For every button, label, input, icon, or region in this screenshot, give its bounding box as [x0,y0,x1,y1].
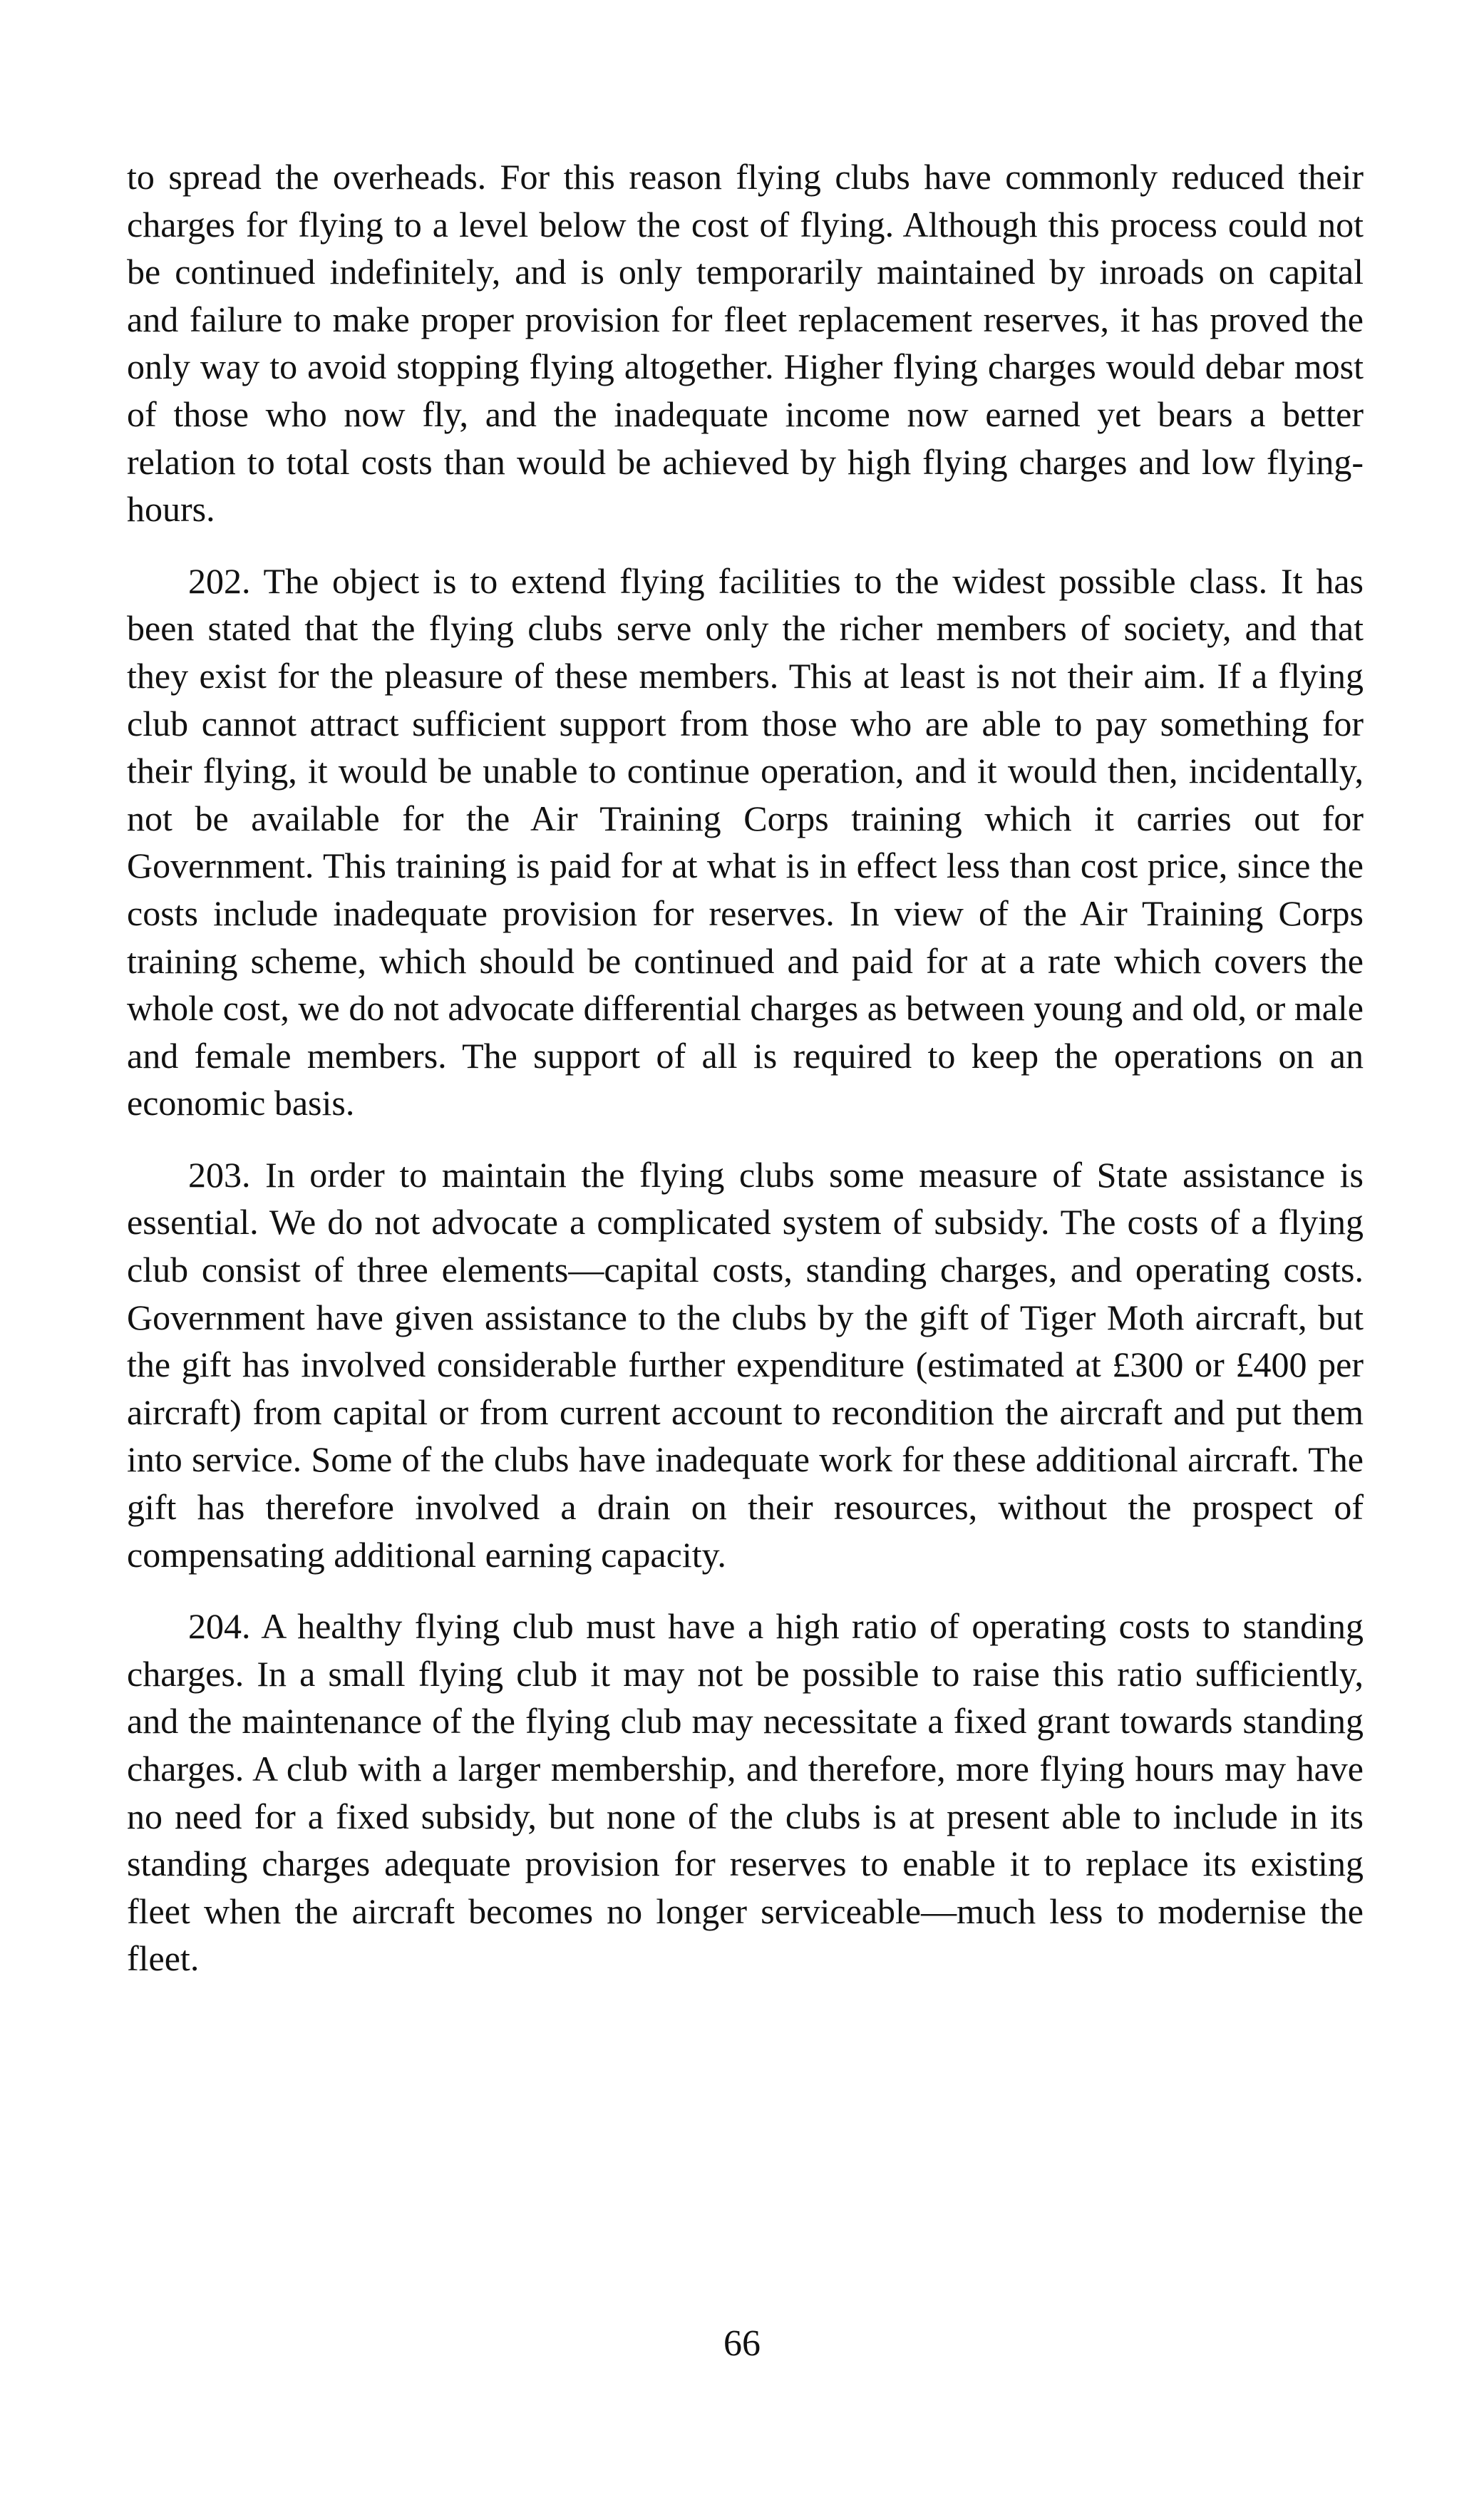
body-text [127,153,1364,1982]
page-number: 66 [723,2323,761,2364]
paragraph-202: 202. The object is to extend flying facilities to the widest possible class. It has been stated that the flying clubs serve only the richer members of society, and that they exist for the pleasure of these members. This at least is not their aim. If a flying club cannot attract sufficient support from those who are able to pay something for their flying, it would be unable to continue operation, and it would then, incidentally, not be available for the Air Training Corps training which it carries out for Government. This training is paid for at what is in effect less than cost price, since the costs include inadequate provision for reserves. In view of the Air Training Corps training scheme, which should be continued and paid for at a rate which covers the whole cost, we do not advocate differential charges as between young and old, or male and female members. The support of all is required to keep the operations on an economic basis. [127,560,1364,1123]
paragraph-203: 203. In order to maintain the flying clubs some measure of State assistance is essential. We do not advocate a complicated system of subsidy. The costs of a flying club consist of three elements—capital costs, standing charges, and operating costs. Government have given assistance to the clubs by the gift of Tiger Moth aircraft, but the gift has involved considerable further expenditure (estimated at £300 or £400 per aircraft) from capital or from current account to recondition the aircraft and put them into service. Some of the clubs have inadequate work for these additional aircraft. The gift has therefore involved a drain on their resources, without the prospect of compensating additional earning capacity. [127,1154,1364,1575]
paragraph-continued: to spread the overheads. For this reason flying clubs have commonly reduced their charges for flying to a level below the cost of flying. Although this process could not be continued indefinitely, and is only temporarily maintained by inroads on capital and failure to make proper provision for fleet replacement reserves, it has proved the only way to avoid stopping flying altogether. Higher flying charges would debar most of those who now fly, and the inadequate income now earned yet bears a better relation to total costs than would be achieved by high flying charges and low flying-hours. [127,157,1364,530]
paragraph-204: 204. A healthy flying club must have a high ratio of operating costs to standing charges. In a small flying club it may not be possible to raise this ratio sufficiently, and the maintenance of the flying club may necessitate a fixed grant towards standing charges. A club with a larger membership, and therefore, more flying hours may have no need for a fixed subsidy, but none of the clubs is at present able to include in its standing charges adequate provision for reserves to enable it to replace its existing fleet when the aircraft becomes no longer serviceable—much less to modernise the fleet. [127,1606,1364,1979]
